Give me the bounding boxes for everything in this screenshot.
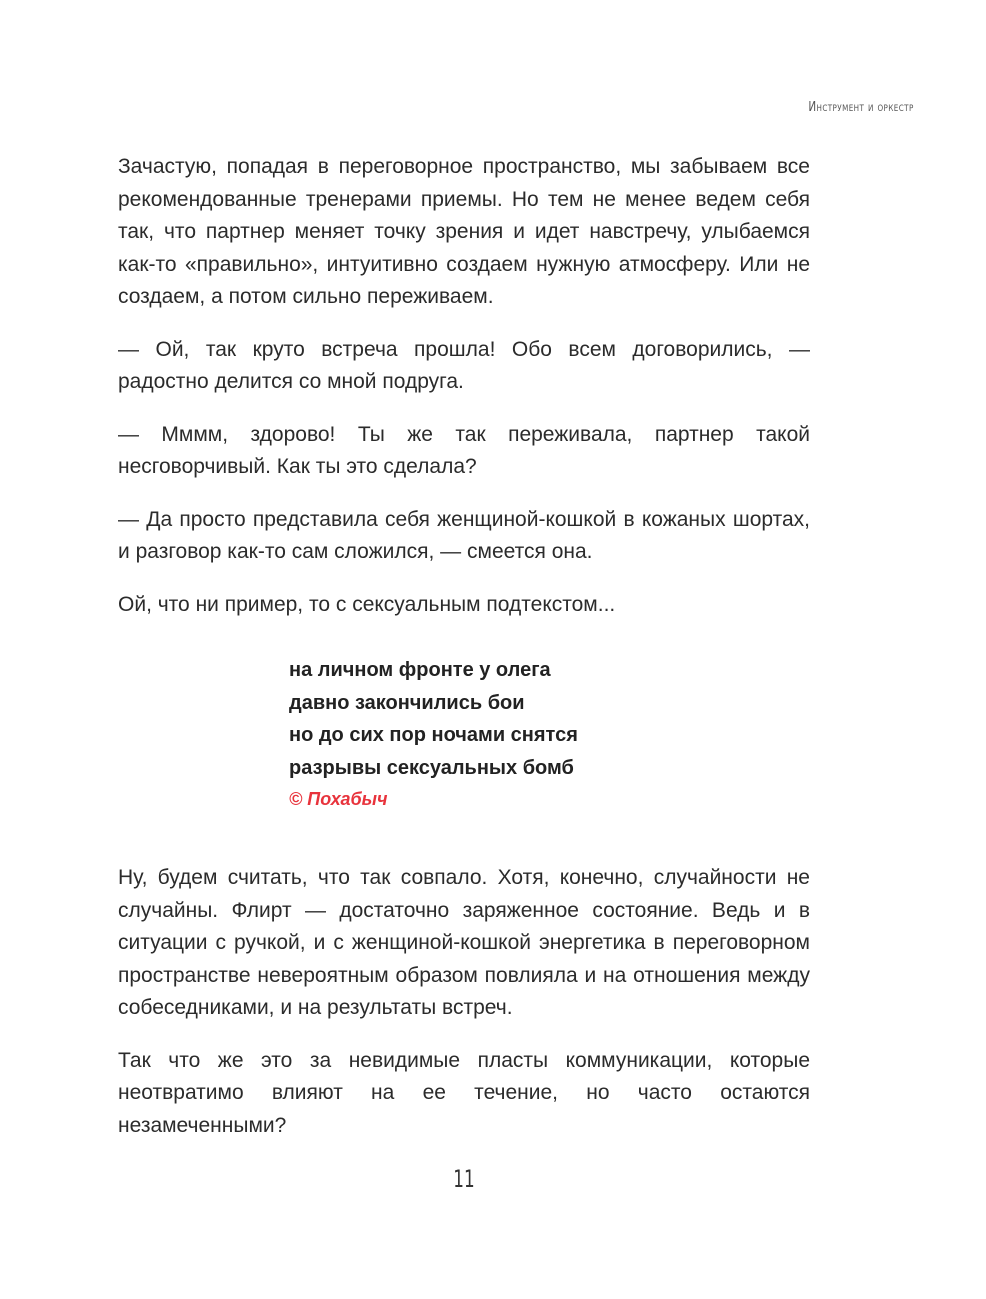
paragraph: Зачастую, попадая в переговорное пространство, мы забываем все рекомендованные тренерами приемы. Но тем не менее ведем себя так, что партнер меняет точку зрения и идет навстречу, улыбаемся как-то «правильно», интуитивно создаем нужную атмосферу. Или не создаем, а потом сильно переживаем. — [118, 155, 810, 308]
dialogue-line: — Мммм, здорово! Ты же так переживала, партнер такой несговорчивый. Как ты это сделала? — [118, 422, 810, 478]
poem-line: но до сих пор ночами снятся — [289, 724, 578, 746]
poem-line: давно закончились бои — [289, 691, 525, 714]
dialogue-line: — Да просто представила себя женщиной-кошкой в кожаных шортах, и разговор как-то сам сложился, — смеется она. — [118, 507, 810, 563]
paragraph: Ой, что ни пример, то с сексуальным подтекстом... — [118, 592, 616, 616]
body-text — [118, 151, 810, 1162]
page-number: 11 — [453, 1165, 475, 1193]
paragraph: Так что же это за невидимые пласты коммуникации, которые неотвратимо влияют на ее течение, но часто остаются незамеченными? — [118, 1048, 810, 1137]
poem-author: © Похабыч — [289, 789, 388, 809]
running-head: Инструмент и оркестр — [808, 100, 914, 115]
poem-line: разрывы сексуальных бомб — [289, 756, 574, 779]
epigraph-poem — [289, 654, 810, 814]
paragraph: Ну, будем считать, что так совпало. Хотя, конечно, случайности не случайны. Флирт — достаточно заряженное состояние. Ведь и в ситуации с ручкой, и с женщиной-кошкой энергетика в переговорном пространстве невероятным образом повлияла и на отношения между собеседниками, и на результаты встреч. — [118, 866, 810, 1019]
poem-line: на личном фронте у олега — [289, 659, 551, 681]
dialogue-line: — Ой, так круто встреча прошла! Обо всем договорились, — радостно делится со мной подруга. — [118, 337, 810, 393]
